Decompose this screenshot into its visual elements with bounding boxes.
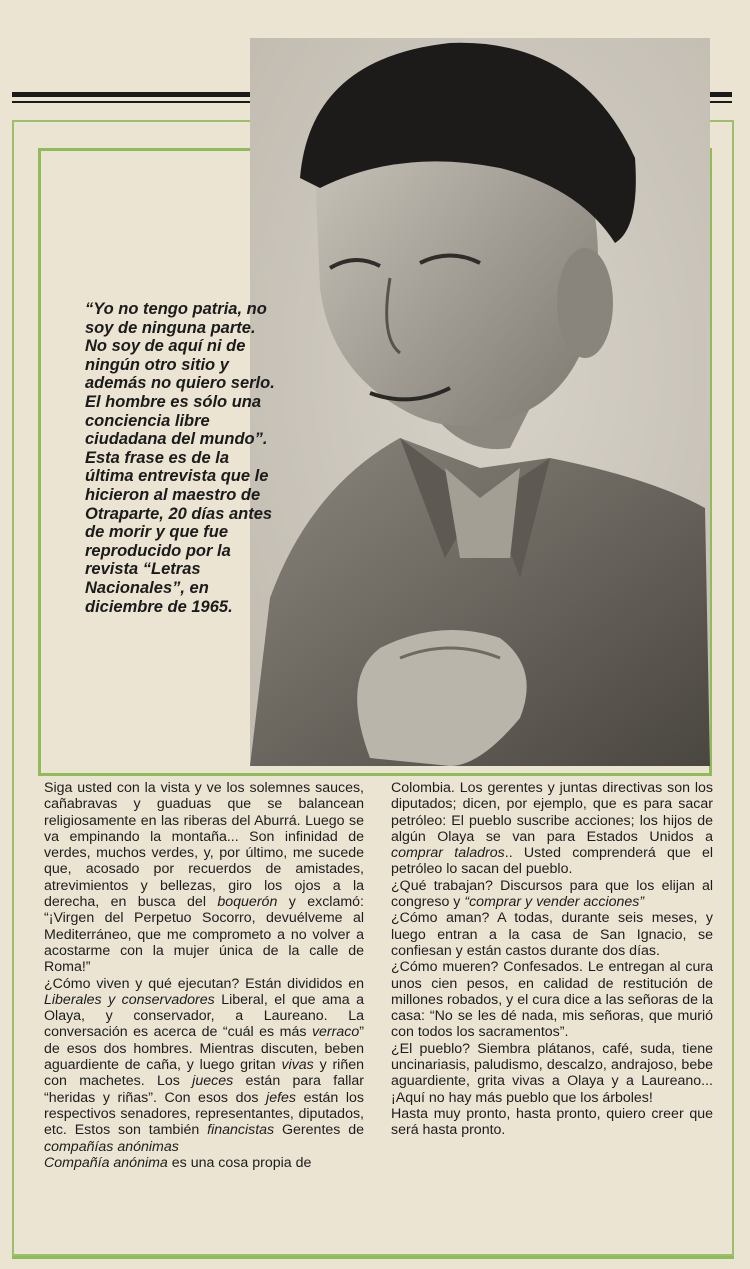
italic-text: boquerón (217, 894, 278, 911)
body-text: ¿El pueblo? Siembra plátanos, café, suda, tiene uncinariasis, paludismo, descalzo, andrajoso, bebe aguardiente, grita vivas a Olaya y a Laureano... ¡Aquí no hay más pueblo que los árboles! (391, 1040, 713, 1106)
article-paragraph (391, 910, 713, 959)
article-paragraph (391, 1041, 713, 1106)
italic-text: vivas (281, 1057, 314, 1074)
italic-text: comprar taladros (391, 845, 505, 862)
bottom-rule (12, 1256, 734, 1259)
article-column-left (44, 780, 364, 1171)
article-column-right (391, 780, 713, 1139)
body-text: y exclamó: “¡Virgen del Perpetuo Socorro, devuélveme al Mediterráneo, que me comprometo a no volver a acostarme con la mujer única de la calle de Roma!” (44, 894, 364, 976)
body-text: están los respectivos senadores, representantes, diputados, etc. Estos son también (44, 1089, 364, 1139)
article-paragraph (391, 878, 713, 911)
article-paragraph (44, 780, 364, 976)
body-text: Hasta muy pronto, hasta pronto, quiero creer que será hasta pronto. (391, 1105, 713, 1139)
body-text: Gerentes de (274, 1122, 365, 1139)
body-text: .. Usted comprenderá que el petróleo lo sacan del pueblo. (391, 845, 713, 878)
italic-text: Liberales y conservadores (44, 991, 215, 1008)
italic-text: “comprar y vender acciones” (464, 894, 645, 911)
article-paragraph (44, 976, 364, 1155)
italic-text: jefes (266, 1089, 297, 1106)
body-text: Siga usted con la vista y ve los solemnes sauces, cañabravas y guaduas que se balancean religiosamente en las riberas del Aburrá. Luego se va empinando la montaña... Son infinidad de verdes, muchos verdes, y, por último, me sucede que, acosado por recuerdos de amistades, atrevimientos y bellezas, giro los ojos a la derecha, en busca del (44, 780, 364, 911)
body-text: ¿Cómo viven y qué ejecutan? Están divididos en (44, 975, 364, 992)
body-text: es una cosa propia de (167, 1154, 312, 1171)
body-text: ¿Qué trabajan? Discursos para que los elijan al congreso y (391, 877, 713, 911)
body-text: ¿Cómo mueren? Confesados. Le entregan al cura unos cien pesos, en calidad de restitución de millones robados, y el cura dice a las señoras de la casa: “No se les dé nada, mis señoras, que murió con todos los sacramentos”. (391, 959, 713, 1041)
italic-text: financistas (207, 1122, 275, 1139)
article-paragraph (391, 1106, 713, 1139)
body-text: ¿Cómo aman? A todas, durante seis meses, y luego entran a la casa de San Ignacio, se confiesan y están castos durante dos días. (391, 910, 713, 959)
article-paragraph (44, 1155, 364, 1171)
italic-text: jueces (192, 1073, 234, 1090)
body-text: Colombia. Los gerentes y juntas directivas son los diputados; dicen, por ejemplo, que es para sacar petróleo: El pueblo suscribe acciones; los hijos de algún Olaya se van para Estados Unidos a (391, 780, 713, 845)
pull-quote: “Yo no tengo patria, no soy de ninguna parte. No soy de aquí ni de ningún otro sitio y además no quiero serlo. El hombre es sólo una conciencia libre ciudadana del mundo”. Esta frase es de la última entrevista que le hicieron al maestro de Otraparte, 20 días antes de morir y que fue reproducido por la revista “Letras Nacionales”, en diciembre de 1965. (85, 300, 275, 616)
body-text: Liberal, el que ama a Olaya, y conservador, a Laureano. La conversación es acerca de “cuál es más (44, 991, 364, 1041)
portrait-photo-icon (250, 38, 710, 766)
italic-text: compañías anónimas (44, 1138, 179, 1155)
article-paragraph (391, 959, 713, 1040)
italic-text: verraco (311, 1024, 360, 1041)
article-paragraph (391, 780, 713, 878)
body-text: están para fallar “heridas y riñas”. Con esos dos (44, 1073, 364, 1106)
body-text: y riñen con machetes. Los (44, 1057, 364, 1090)
italic-text: Compañía anónima (44, 1154, 168, 1171)
body-text: ” de esos dos hombres. Mientras discuten, beben aguardiente de caña, y luego gritan (44, 1024, 364, 1074)
